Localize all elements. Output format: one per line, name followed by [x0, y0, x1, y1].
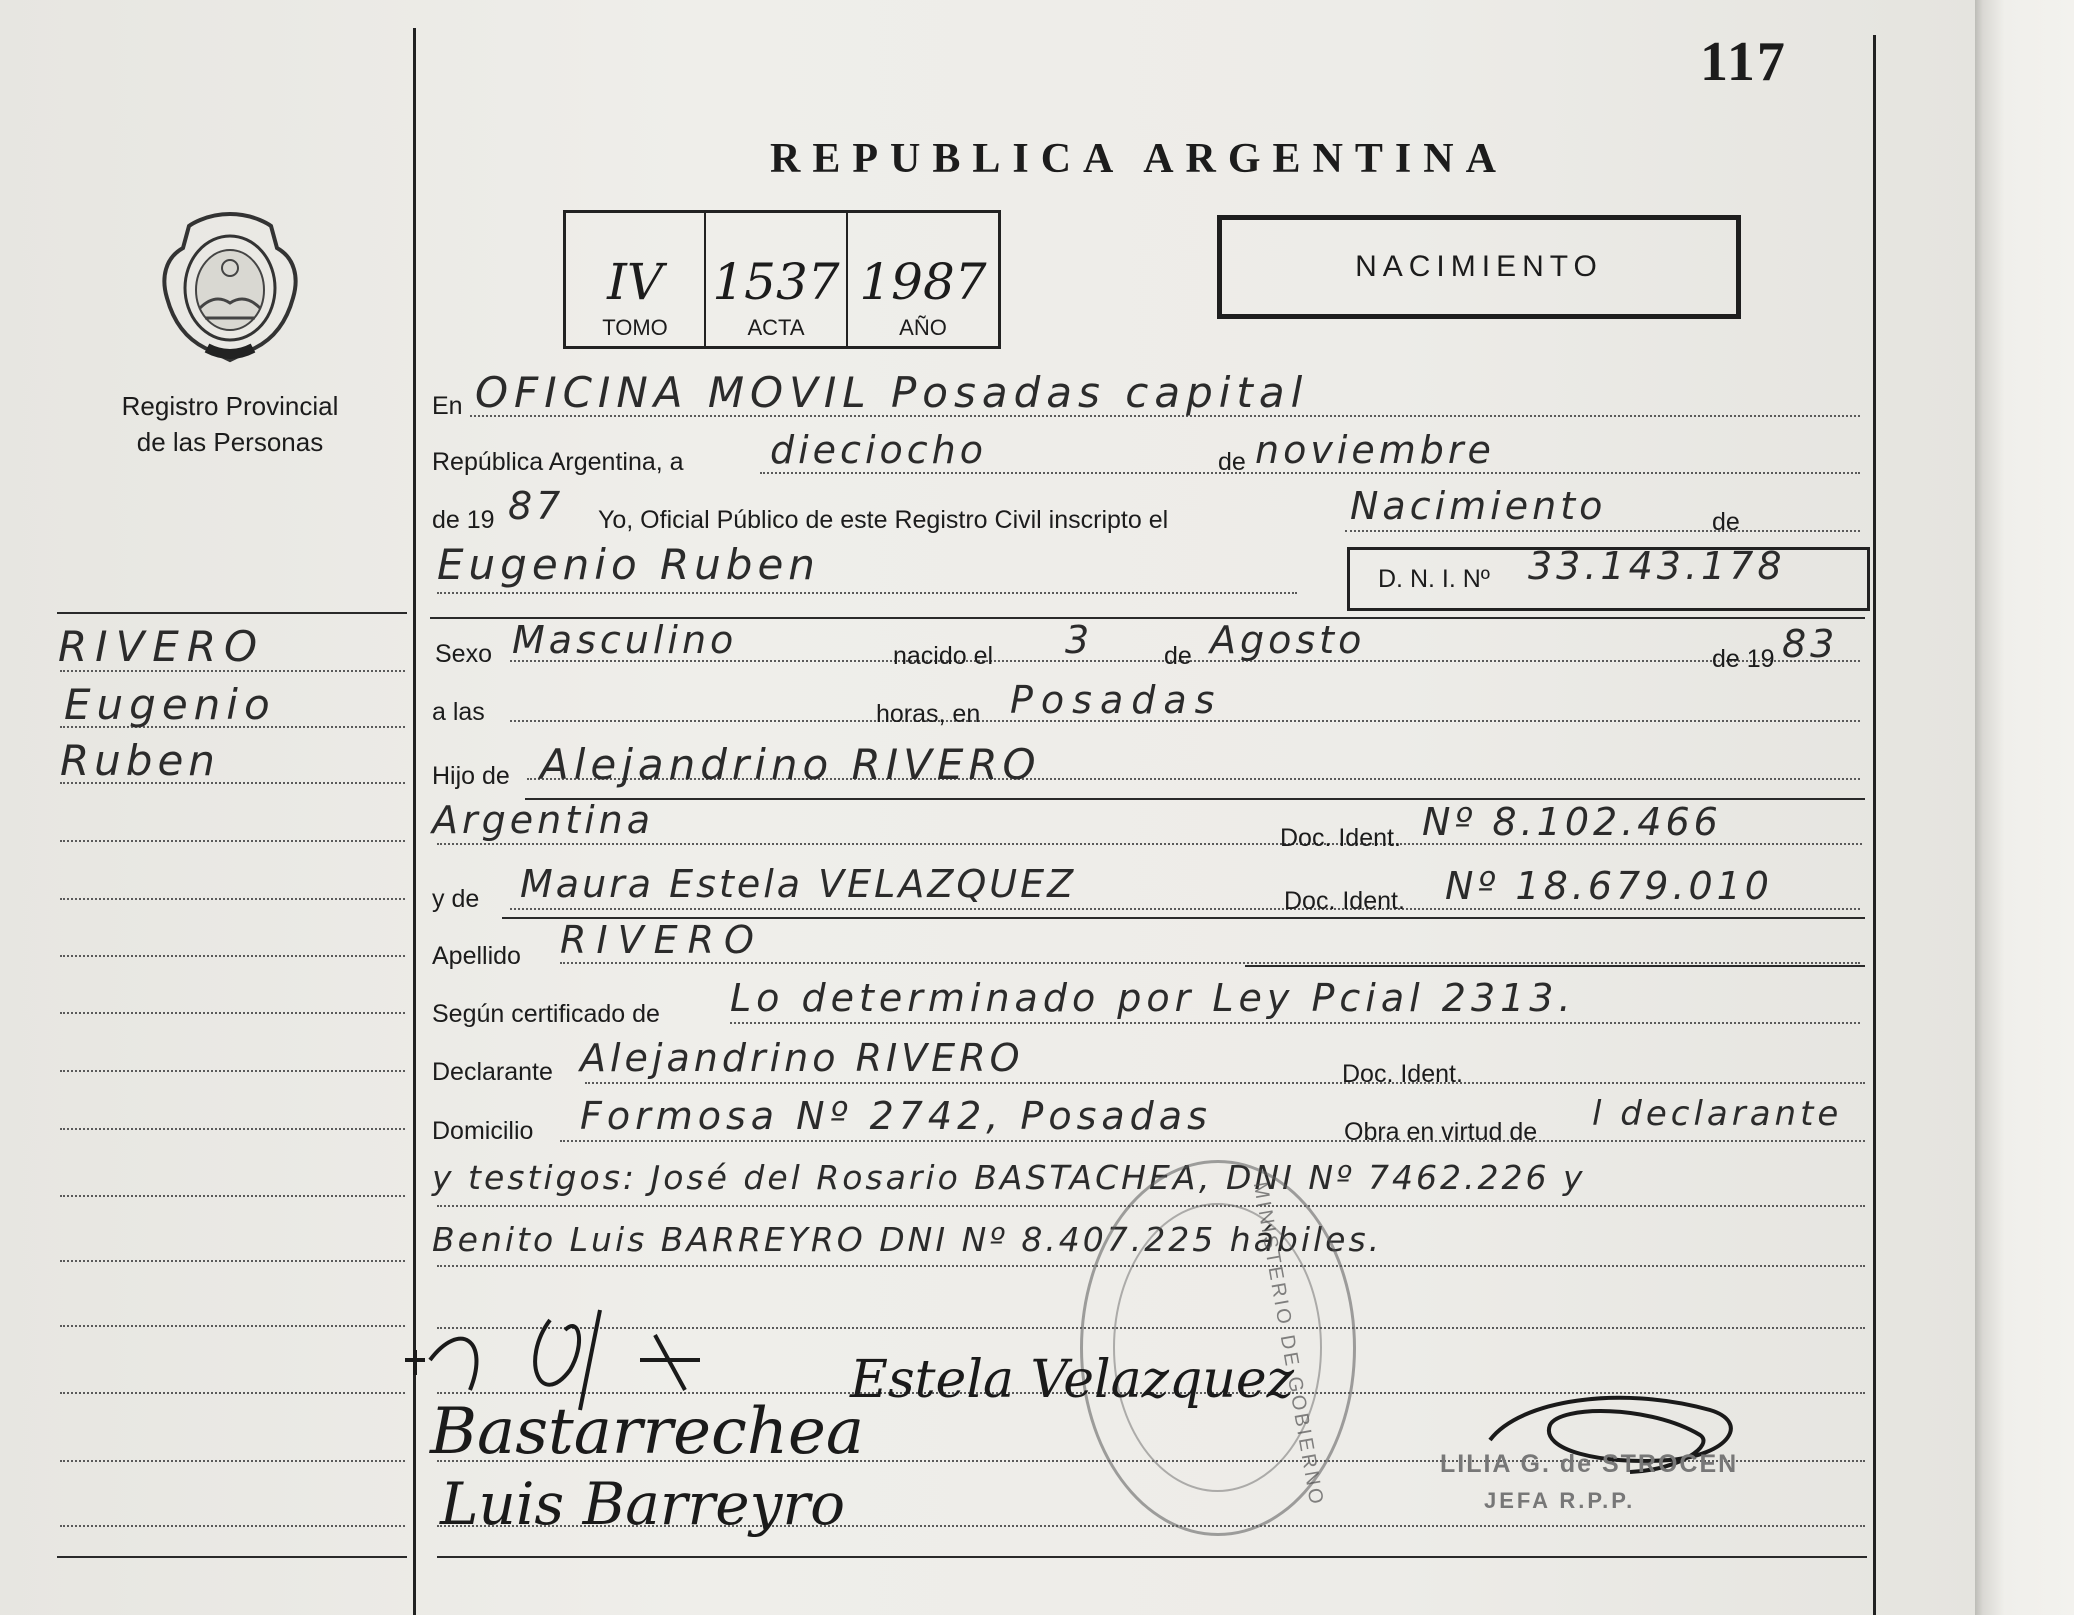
tomo-cell [566, 213, 704, 346]
segun-value: Lo determinado por Ley Pcial 2313. [730, 976, 1576, 1020]
day-value: dieciocho [770, 428, 987, 472]
form-bottom-line [437, 1556, 1867, 1558]
testigos-line2: Benito Luis BARREYRO DNI Nº 8.407.225 hábiles. [432, 1220, 1383, 1259]
country-title: REPUBLICA ARGENTINA [770, 136, 1508, 182]
child-name-value: Eugenio Ruben [437, 540, 820, 589]
mother-value: Maura Estela VELAZQUEZ [520, 862, 1077, 906]
year-prefix-label: de 19 [432, 506, 495, 534]
margin-dotted-line [60, 840, 405, 842]
nacido-day-value: 3 [1065, 618, 1094, 662]
signature-3: Luis Barreyro [440, 1470, 846, 1538]
registry-org-line1: Registro Provincial [121, 391, 339, 421]
en-value: OFICINA MOVIL Posadas capital [475, 368, 1309, 417]
margin-bottom-line [57, 1556, 407, 1558]
margin-dotted-line [60, 1012, 405, 1014]
field-dotted-line [437, 592, 1297, 594]
page-number: 117 [1700, 31, 1787, 93]
nacido-de-label: de [1164, 642, 1192, 670]
sexo-label: Sexo [435, 640, 492, 668]
dni-label: D. N. I. Nº [1378, 565, 1490, 593]
acta-label: ACTA [747, 315, 805, 340]
dni-box [1347, 544, 1870, 611]
father-value: Alejandrino RIVERO [540, 740, 1041, 789]
year-value: 87 [508, 484, 565, 528]
domicilio-label: Domicilio [432, 1117, 534, 1145]
apellido-value: RIVERO [560, 918, 764, 962]
margin-dotted-line [60, 955, 405, 957]
domicilio-value: Formosa Nº 2742, Posadas [580, 1094, 1212, 1138]
margin-dotted-line [60, 1070, 405, 1072]
inscripto-value: Nacimiento [1350, 484, 1607, 528]
declarante-doc-label: Doc. Ident. [1342, 1060, 1463, 1088]
page-edge [1975, 0, 2074, 1615]
declarante-label: Declarante [432, 1058, 553, 1086]
hijo-label: Hijo de [432, 762, 510, 790]
field-dotted-line [760, 472, 1860, 474]
margin-dotted-line [60, 1325, 405, 1327]
signature-2: Bastarrechea [430, 1395, 865, 1469]
sexo-value: Masculino [512, 618, 738, 662]
testigos-line1: y testigos: José del Rosario BASTACHEA, DNI Nº 7462.226 y [432, 1158, 1586, 1197]
margin-dotted-line [60, 1392, 405, 1394]
father-doc-value: Nº 8.102.466 [1422, 800, 1722, 844]
acta-value: 1537 [712, 253, 840, 311]
father-nationality-value: Argentina [432, 798, 655, 842]
ano-value: 1987 [859, 253, 987, 311]
record-type-box: NACIMIENTO [1217, 215, 1741, 319]
alas-label: a las [432, 698, 485, 726]
lugar-value: Posadas [1010, 678, 1223, 722]
nacido-label: nacido el [893, 642, 994, 670]
field-dotted-line [560, 1140, 1865, 1142]
mother-doc-label: Doc. Ident. [1284, 887, 1405, 915]
officer-title: JEFA R.P.P. [1484, 1488, 1636, 1513]
right-border-line [1873, 35, 1876, 1615]
de-label: de [1712, 508, 1740, 536]
margin-dotted-line [60, 1128, 405, 1130]
mother-yde-label: y de [432, 885, 480, 913]
margin-second-name: Ruben [60, 736, 220, 785]
official-stamp [1080, 1160, 1356, 1536]
official-text: Yo, Oficial Público de este Registro Civil inscripto el [598, 506, 1169, 534]
registry-org [80, 388, 380, 460]
tomo-value: IV [607, 253, 663, 311]
margin-top-line [57, 612, 407, 614]
margin-dotted-line [60, 1525, 405, 1527]
month-value: noviembre [1255, 428, 1495, 472]
signature-1: Estela Velazquez [850, 1350, 1295, 1410]
registration-box [563, 210, 1001, 349]
ano-label: AÑO [899, 315, 947, 340]
obra-value: l declarante [1592, 1094, 1843, 1134]
obra-label: Obra en virtud de [1344, 1118, 1538, 1146]
field-dotted-line [1345, 530, 1860, 532]
nacido-year-label: de 19 [1712, 645, 1775, 673]
registry-org-line2: de las Personas [136, 427, 324, 457]
dni-value: 33.143.178 [1528, 544, 1786, 588]
margin-first-name: Eugenio [64, 680, 276, 729]
tomo-label: TOMO [602, 315, 668, 340]
stamp-text: MINISTERIO DE GOBIERNO [1248, 1180, 1328, 1509]
margin-dotted-line [60, 898, 405, 900]
margin-dotted-line [60, 1195, 405, 1197]
segun-label: Según certificado de [432, 1000, 660, 1028]
field-dotted-line [510, 908, 1860, 910]
acta-cell [706, 213, 846, 346]
mother-doc-value: Nº 18.679.010 [1445, 864, 1773, 908]
ano-cell [848, 213, 998, 346]
field-dotted-line [585, 1082, 1865, 1084]
margin-dotted-line [60, 1460, 405, 1462]
provincial-seal-icon [155, 208, 305, 368]
declarante-value: Alejandrino RIVERO [580, 1036, 1024, 1080]
field-dotted-line [730, 1022, 1860, 1024]
horas-label: horas, en [876, 700, 981, 728]
en-label: En [432, 392, 463, 420]
form-line [1245, 965, 1865, 967]
apellido-label: Apellido [432, 942, 521, 970]
margin-surname: RIVERO [58, 622, 266, 671]
month-de-label: de [1218, 448, 1246, 476]
republica-label: República Argentina, a [432, 448, 684, 476]
nacido-year-value: 83 [1782, 622, 1839, 666]
field-dotted-line [560, 962, 1860, 964]
nacido-month-value: Agosto [1210, 618, 1366, 662]
father-doc-label: Doc. Ident. [1280, 824, 1401, 852]
officer-name: LILIA G. de STROCEN [1440, 1450, 1739, 1478]
margin-dotted-line [60, 1260, 405, 1262]
